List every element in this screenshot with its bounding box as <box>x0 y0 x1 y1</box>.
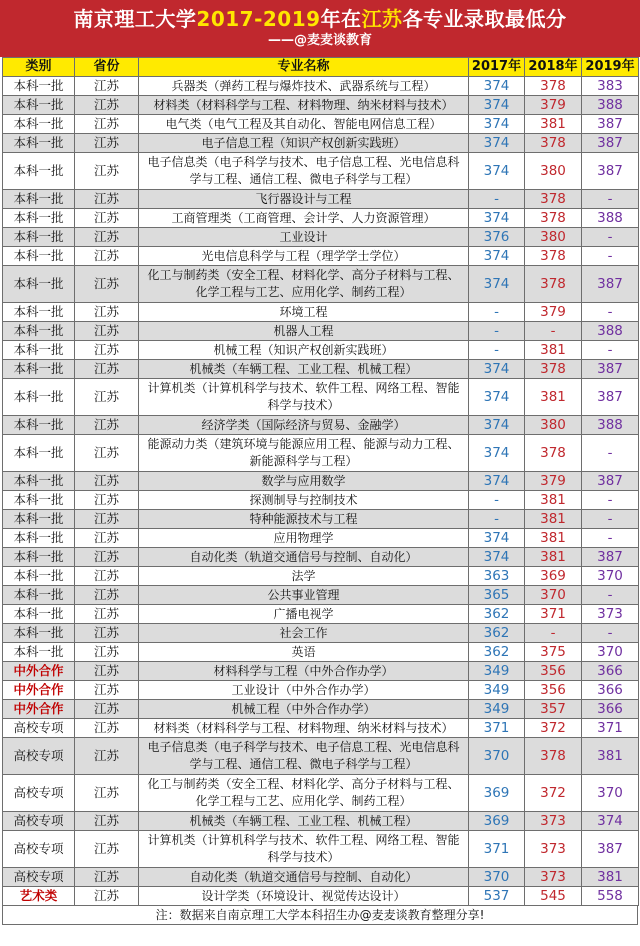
source-note: 注：数据来自南京理工大学本科招生办@麦麦谈教育整理分享! <box>2 906 638 925</box>
province-cell: 江苏 <box>75 567 139 586</box>
score-2018-cell: 369 <box>525 567 582 586</box>
score-2019-cell: 387 <box>582 266 639 303</box>
score-2019-cell: 558 <box>582 887 639 906</box>
province-cell: 江苏 <box>75 529 139 548</box>
category-cell: 本科一批 <box>3 416 75 435</box>
score-2018-cell: 356 <box>525 681 582 700</box>
score-2019-cell: 388 <box>582 209 639 228</box>
category-cell: 本科一批 <box>3 303 75 322</box>
score-2018-cell: 372 <box>525 719 582 738</box>
major-cell: 特种能源技术与工程 <box>139 510 469 529</box>
table-row <box>3 775 639 812</box>
score-2017-cell: 374 <box>469 548 525 567</box>
score-2017-cell: 371 <box>469 719 525 738</box>
major-cell: 计算机类（计算机科学与技术、软件工程、网络工程、智能科学与技术） <box>139 379 469 416</box>
score-2019-cell: 387 <box>582 360 639 379</box>
score-2018-cell: 381 <box>525 115 582 134</box>
major-cell: 电子信息类（电子科学与技术、电子信息工程、光电信息科学与工程、通信工程、微电子科学与工程） <box>139 738 469 775</box>
score-2018-cell: 380 <box>525 228 582 247</box>
score-2019-cell: - <box>582 435 639 472</box>
score-2017-cell: 374 <box>469 153 525 190</box>
category-cell: 本科一批 <box>3 247 75 266</box>
score-2018-cell: 381 <box>525 548 582 567</box>
score-2017-cell: - <box>469 491 525 510</box>
score-2019-cell: 387 <box>582 379 639 416</box>
score-2018-cell: 378 <box>525 190 582 209</box>
province-cell: 江苏 <box>75 435 139 472</box>
score-2018-cell: 371 <box>525 605 582 624</box>
major-cell: 材料类（材料科学与工程、材料物理、纳米材料与技术） <box>139 719 469 738</box>
score-2017-cell: 349 <box>469 662 525 681</box>
category-cell: 高校专项 <box>3 868 75 887</box>
major-cell: 设计学类（环境设计、视觉传达设计） <box>139 887 469 906</box>
score-2019-cell: 381 <box>582 738 639 775</box>
score-2019-cell: 371 <box>582 719 639 738</box>
province-cell: 江苏 <box>75 360 139 379</box>
category-cell: 本科一批 <box>3 510 75 529</box>
category-cell: 本科一批 <box>3 548 75 567</box>
major-cell: 自动化类（轨道交通信号与控制、自动化） <box>139 868 469 887</box>
score-2018-cell: 373 <box>525 831 582 868</box>
category-cell: 本科一批 <box>3 190 75 209</box>
score-2019-cell: 366 <box>582 700 639 719</box>
province-cell: 江苏 <box>75 96 139 115</box>
score-2019-cell: - <box>582 190 639 209</box>
score-2017-cell: 374 <box>469 209 525 228</box>
province-cell: 江苏 <box>75 548 139 567</box>
score-2018-cell: 370 <box>525 586 582 605</box>
province-cell: 江苏 <box>75 738 139 775</box>
category-cell: 本科一批 <box>3 322 75 341</box>
major-cell: 材料类（材料科学与工程、材料物理、纳米材料与技术） <box>139 96 469 115</box>
score-2017-cell: 365 <box>469 586 525 605</box>
score-2018-cell: 378 <box>525 134 582 153</box>
score-2019-cell: 388 <box>582 416 639 435</box>
score-2019-cell: 387 <box>582 472 639 491</box>
score-2017-cell: 374 <box>469 435 525 472</box>
page-title <box>0 6 640 32</box>
table-row <box>3 247 639 266</box>
score-2019-cell: 387 <box>582 548 639 567</box>
category-cell: 艺术类 <box>3 887 75 906</box>
score-2017-cell: - <box>469 303 525 322</box>
score-2017-cell: 374 <box>469 529 525 548</box>
table-row <box>3 643 639 662</box>
category-cell: 中外合作 <box>3 681 75 700</box>
score-2019-cell: - <box>582 510 639 529</box>
category-cell: 本科一批 <box>3 360 75 379</box>
province-cell: 江苏 <box>75 379 139 416</box>
header-major: 专业名称 <box>139 58 469 77</box>
table-row <box>3 510 639 529</box>
province-cell: 江苏 <box>75 115 139 134</box>
table-row <box>3 322 639 341</box>
category-cell: 本科一批 <box>3 77 75 96</box>
table-row <box>3 719 639 738</box>
category-cell: 本科一批 <box>3 134 75 153</box>
province-cell: 江苏 <box>75 322 139 341</box>
score-2018-cell: - <box>525 322 582 341</box>
score-2018-cell: 378 <box>525 247 582 266</box>
score-2019-cell: 374 <box>582 812 639 831</box>
major-cell: 化工与制药类（安全工程、材料化学、高分子材料与工程、化学工程与工艺、应用化学、制药工程） <box>139 266 469 303</box>
major-cell: 机械类（车辆工程、工业工程、机械工程） <box>139 360 469 379</box>
score-2018-cell: 378 <box>525 738 582 775</box>
score-2017-cell: - <box>469 341 525 360</box>
score-2017-cell: - <box>469 510 525 529</box>
major-cell: 工业设计 <box>139 228 469 247</box>
category-cell: 本科一批 <box>3 472 75 491</box>
score-2018-cell: 381 <box>525 491 582 510</box>
province-cell: 江苏 <box>75 228 139 247</box>
score-2019-cell: 387 <box>582 153 639 190</box>
score-2017-cell: 374 <box>469 416 525 435</box>
major-cell: 工商管理类（工商管理、会计学、人力资源管理） <box>139 209 469 228</box>
title-banner <box>0 0 640 57</box>
table-row <box>3 228 639 247</box>
major-cell: 经济学类（国际经济与贸易、金融学） <box>139 416 469 435</box>
category-cell: 高校专项 <box>3 738 75 775</box>
score-2019-cell: 370 <box>582 775 639 812</box>
major-cell: 应用物理学 <box>139 529 469 548</box>
province-cell: 江苏 <box>75 812 139 831</box>
table-row <box>3 341 639 360</box>
score-2017-cell: 537 <box>469 887 525 906</box>
header-2019: 2019年 <box>582 58 639 77</box>
table-body <box>3 77 639 906</box>
score-2017-cell: - <box>469 322 525 341</box>
score-2017-cell: 374 <box>469 379 525 416</box>
score-2019-cell: - <box>582 247 639 266</box>
score-2017-cell: 374 <box>469 266 525 303</box>
score-2017-cell: 371 <box>469 831 525 868</box>
major-cell: 英语 <box>139 643 469 662</box>
header-2018: 2018年 <box>525 58 582 77</box>
score-2017-cell: 374 <box>469 134 525 153</box>
score-2017-cell: 374 <box>469 77 525 96</box>
table-row <box>3 831 639 868</box>
province-cell: 江苏 <box>75 247 139 266</box>
score-2018-cell: 373 <box>525 868 582 887</box>
header-province: 省份 <box>75 58 139 77</box>
category-cell: 本科一批 <box>3 643 75 662</box>
score-2019-cell: - <box>582 529 639 548</box>
table-row <box>3 77 639 96</box>
province-cell: 江苏 <box>75 510 139 529</box>
category-cell: 本科一批 <box>3 341 75 360</box>
category-cell: 本科一批 <box>3 435 75 472</box>
title-province: 江苏 <box>361 7 403 31</box>
category-cell: 本科一批 <box>3 605 75 624</box>
score-2019-cell: 366 <box>582 681 639 700</box>
score-2018-cell: 378 <box>525 360 582 379</box>
major-cell: 电子信息工程（知识产权创新实践班） <box>139 134 469 153</box>
score-2019-cell: - <box>582 341 639 360</box>
major-cell: 计算机类（计算机科学与技术、软件工程、网络工程、智能科学与技术） <box>139 831 469 868</box>
score-2017-cell: 374 <box>469 247 525 266</box>
province-cell: 江苏 <box>75 775 139 812</box>
category-cell: 本科一批 <box>3 567 75 586</box>
score-2019-cell: - <box>582 303 639 322</box>
table-row <box>3 700 639 719</box>
category-cell: 本科一批 <box>3 379 75 416</box>
score-2017-cell: 349 <box>469 681 525 700</box>
score-2018-cell: 381 <box>525 379 582 416</box>
score-2018-cell: 380 <box>525 416 582 435</box>
score-2019-cell: 381 <box>582 868 639 887</box>
major-cell: 数学与应用数学 <box>139 472 469 491</box>
header-2017: 2017年 <box>469 58 525 77</box>
score-2019-cell: 370 <box>582 567 639 586</box>
major-cell: 自动化类（轨道交通信号与控制、自动化） <box>139 548 469 567</box>
title-mid: 年在 <box>320 7 362 31</box>
province-cell: 江苏 <box>75 719 139 738</box>
title-school: 南京理工大学 <box>73 7 197 31</box>
province-cell: 江苏 <box>75 662 139 681</box>
page-subtitle: ——@麦麦谈教育 <box>267 33 372 48</box>
table-row <box>3 134 639 153</box>
score-2018-cell: 378 <box>525 266 582 303</box>
table-row <box>3 662 639 681</box>
score-2019-cell: - <box>582 228 639 247</box>
table-row <box>3 153 639 190</box>
province-cell: 江苏 <box>75 700 139 719</box>
score-2017-cell: 376 <box>469 228 525 247</box>
province-cell: 江苏 <box>75 341 139 360</box>
category-cell: 中外合作 <box>3 662 75 681</box>
score-2017-cell: 370 <box>469 868 525 887</box>
major-cell: 电气类（电气工程及其自动化、智能电网信息工程） <box>139 115 469 134</box>
province-cell: 江苏 <box>75 77 139 96</box>
province-cell: 江苏 <box>75 887 139 906</box>
table-row <box>3 266 639 303</box>
table-row <box>3 738 639 775</box>
score-2019-cell: 388 <box>582 96 639 115</box>
score-2019-cell: 370 <box>582 643 639 662</box>
province-cell: 江苏 <box>75 605 139 624</box>
score-2017-cell: 374 <box>469 96 525 115</box>
score-2017-cell: 362 <box>469 624 525 643</box>
major-cell: 机器人工程 <box>139 322 469 341</box>
score-2018-cell: 356 <box>525 662 582 681</box>
major-cell: 机械类（车辆工程、工业工程、机械工程） <box>139 812 469 831</box>
province-cell: 江苏 <box>75 491 139 510</box>
category-cell: 本科一批 <box>3 209 75 228</box>
category-cell: 高校专项 <box>3 775 75 812</box>
category-cell: 高校专项 <box>3 831 75 868</box>
table-row <box>3 605 639 624</box>
score-2018-cell: 380 <box>525 153 582 190</box>
score-2018-cell: 381 <box>525 510 582 529</box>
score-2017-cell: 362 <box>469 643 525 662</box>
category-cell: 本科一批 <box>3 624 75 643</box>
province-cell: 江苏 <box>75 472 139 491</box>
header-category: 类别 <box>3 58 75 77</box>
major-cell: 兵器类（弹药工程与爆炸技术、武器系统与工程） <box>139 77 469 96</box>
score-2017-cell: 374 <box>469 472 525 491</box>
province-cell: 江苏 <box>75 681 139 700</box>
score-2019-cell: 383 <box>582 77 639 96</box>
category-cell: 本科一批 <box>3 586 75 605</box>
title-years: 2017-2019 <box>196 7 321 31</box>
major-cell: 机械工程（中外合作办学） <box>139 700 469 719</box>
score-2019-cell: 366 <box>582 662 639 681</box>
table-row <box>3 812 639 831</box>
province-cell: 江苏 <box>75 624 139 643</box>
major-cell: 广播电视学 <box>139 605 469 624</box>
score-2018-cell: 378 <box>525 77 582 96</box>
table-row <box>3 416 639 435</box>
score-2018-cell: 375 <box>525 643 582 662</box>
major-cell: 法学 <box>139 567 469 586</box>
score-2018-cell: 373 <box>525 812 582 831</box>
score-2019-cell: - <box>582 586 639 605</box>
province-cell: 江苏 <box>75 303 139 322</box>
score-2017-cell: 363 <box>469 567 525 586</box>
table-row <box>3 548 639 567</box>
score-2018-cell: 379 <box>525 303 582 322</box>
category-cell: 本科一批 <box>3 266 75 303</box>
table-row <box>3 379 639 416</box>
score-2018-cell: 379 <box>525 96 582 115</box>
score-2018-cell: 545 <box>525 887 582 906</box>
table-row <box>3 190 639 209</box>
category-cell: 本科一批 <box>3 228 75 247</box>
score-2018-cell: 372 <box>525 775 582 812</box>
province-cell: 江苏 <box>75 190 139 209</box>
table-row <box>3 209 639 228</box>
score-2019-cell: 387 <box>582 115 639 134</box>
major-cell: 材料科学与工程（中外合作办学） <box>139 662 469 681</box>
table-row <box>3 96 639 115</box>
score-2017-cell: 374 <box>469 360 525 379</box>
table-row <box>3 435 639 472</box>
category-cell: 本科一批 <box>3 491 75 510</box>
province-cell: 江苏 <box>75 831 139 868</box>
score-2019-cell: - <box>582 491 639 510</box>
table-row <box>3 472 639 491</box>
major-cell: 探测制导与控制技术 <box>139 491 469 510</box>
major-cell: 光电信息科学与工程（理学学士学位） <box>139 247 469 266</box>
score-2019-cell: 387 <box>582 134 639 153</box>
major-cell: 环境工程 <box>139 303 469 322</box>
title-tail: 各专业录取最低分 <box>402 7 567 31</box>
major-cell: 化工与制药类（安全工程、材料化学、高分子材料与工程、化学工程与工艺、应用化学、制药工程） <box>139 775 469 812</box>
province-cell: 江苏 <box>75 153 139 190</box>
province-cell: 江苏 <box>75 266 139 303</box>
table-row <box>3 586 639 605</box>
category-cell: 高校专项 <box>3 719 75 738</box>
table-row <box>3 681 639 700</box>
category-cell: 本科一批 <box>3 96 75 115</box>
province-cell: 江苏 <box>75 416 139 435</box>
major-cell: 飞行器设计与工程 <box>139 190 469 209</box>
score-2017-cell: - <box>469 190 525 209</box>
score-2019-cell: 387 <box>582 831 639 868</box>
table-row <box>3 887 639 906</box>
table-row <box>3 624 639 643</box>
major-cell: 社会工作 <box>139 624 469 643</box>
admission-score-table <box>2 57 639 906</box>
score-2017-cell: 374 <box>469 115 525 134</box>
major-cell: 电子信息类（电子科学与技术、电子信息工程、光电信息科学与工程、通信工程、微电子科学与工程） <box>139 153 469 190</box>
province-cell: 江苏 <box>75 586 139 605</box>
score-2017-cell: 369 <box>469 812 525 831</box>
score-2019-cell: - <box>582 624 639 643</box>
score-2017-cell: 362 <box>469 605 525 624</box>
major-cell: 能源动力类（建筑环境与能源应用工程、能源与动力工程、新能源科学与工程） <box>139 435 469 472</box>
score-2018-cell: - <box>525 624 582 643</box>
major-cell: 机械工程（知识产权创新实践班） <box>139 341 469 360</box>
province-cell: 江苏 <box>75 209 139 228</box>
province-cell: 江苏 <box>75 134 139 153</box>
table-row <box>3 567 639 586</box>
score-2018-cell: 381 <box>525 341 582 360</box>
score-2018-cell: 379 <box>525 472 582 491</box>
table-header-row <box>3 58 639 77</box>
score-2017-cell: 369 <box>469 775 525 812</box>
category-cell: 高校专项 <box>3 812 75 831</box>
score-2018-cell: 378 <box>525 435 582 472</box>
score-2017-cell: 349 <box>469 700 525 719</box>
score-2018-cell: 357 <box>525 700 582 719</box>
table-row <box>3 303 639 322</box>
table-row <box>3 868 639 887</box>
province-cell: 江苏 <box>75 868 139 887</box>
table-row <box>3 360 639 379</box>
score-2019-cell: 388 <box>582 322 639 341</box>
major-cell: 公共事业管理 <box>139 586 469 605</box>
score-2017-cell: 370 <box>469 738 525 775</box>
score-2018-cell: 378 <box>525 209 582 228</box>
category-cell: 本科一批 <box>3 153 75 190</box>
table-row <box>3 491 639 510</box>
major-cell: 工业设计（中外合作办学） <box>139 681 469 700</box>
province-cell: 江苏 <box>75 643 139 662</box>
table-row <box>3 115 639 134</box>
score-2018-cell: 381 <box>525 529 582 548</box>
table-row <box>3 529 639 548</box>
category-cell: 中外合作 <box>3 700 75 719</box>
category-cell: 本科一批 <box>3 115 75 134</box>
score-2019-cell: 373 <box>582 605 639 624</box>
category-cell: 本科一批 <box>3 529 75 548</box>
